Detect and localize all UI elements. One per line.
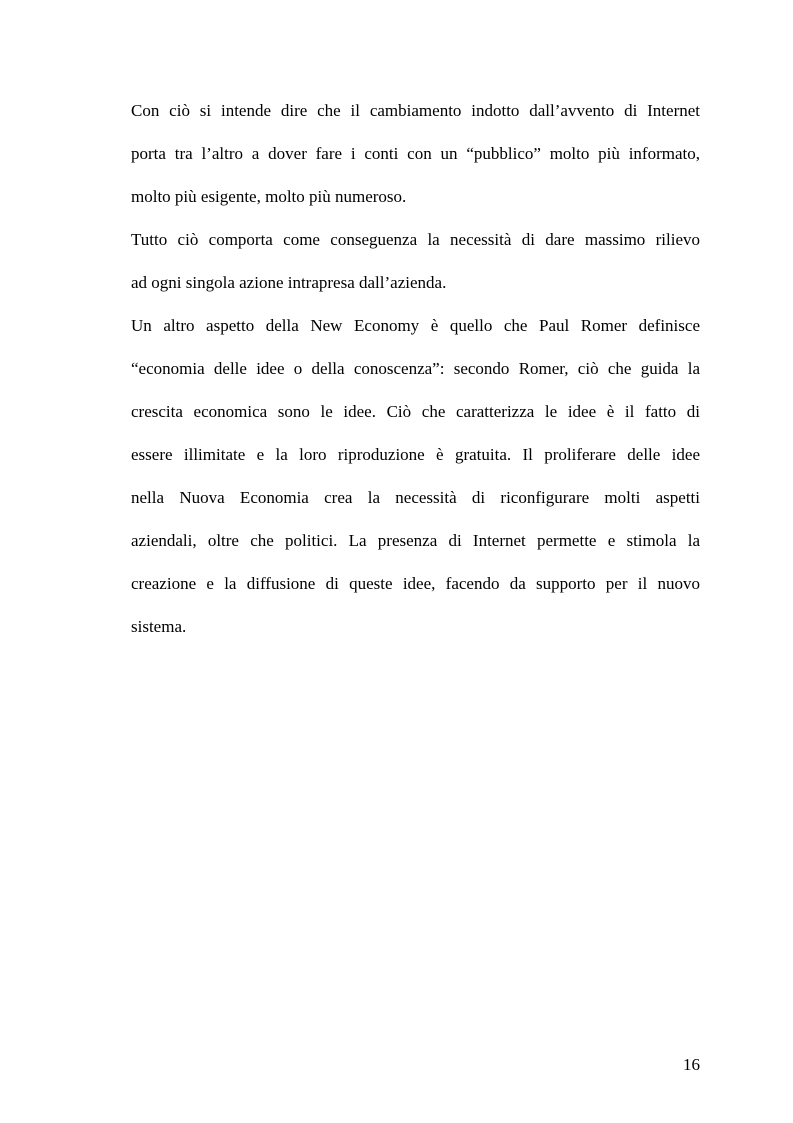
body-text: [131, 89, 700, 648]
text-line: “economia delle idee o della conoscenza”: secondo Romer, ciò che guida la: [131, 359, 700, 378]
text-line: Un altro aspetto della New Economy è quello che Paul Romer definisce: [131, 316, 700, 335]
page-number: 16: [683, 1055, 700, 1074]
text-line: essere illimitate e la loro riproduzione è gratuita. Il proliferare delle idee: [131, 445, 700, 464]
text-line: Tutto ciò comporta come conseguenza la necessità di dare massimo rilievo: [131, 230, 700, 249]
text-line: creazione e la diffusione di queste idee, facendo da supporto per il nuovo: [131, 574, 700, 593]
text-line: aziendali, oltre che politici. La presenza di Internet permette e stimola la: [131, 531, 700, 550]
text-line: molto più esigente, molto più numeroso.: [131, 187, 407, 206]
text-line: ad ogni singola azione intrapresa dall’azienda.: [131, 273, 447, 292]
text-line: nella Nuova Economia crea la necessità di riconfigurare molti aspetti: [131, 488, 700, 507]
text-line: Con ciò si intende dire che il cambiamento indotto dall’avvento di Internet: [131, 101, 700, 120]
text-line: crescita economica sono le idee. Ciò che caratterizza le idee è il fatto di: [131, 402, 700, 421]
text-line: sistema.: [131, 617, 187, 636]
text-line: porta tra l’altro a dover fare i conti con un “pubblico” molto più informato,: [131, 144, 700, 163]
